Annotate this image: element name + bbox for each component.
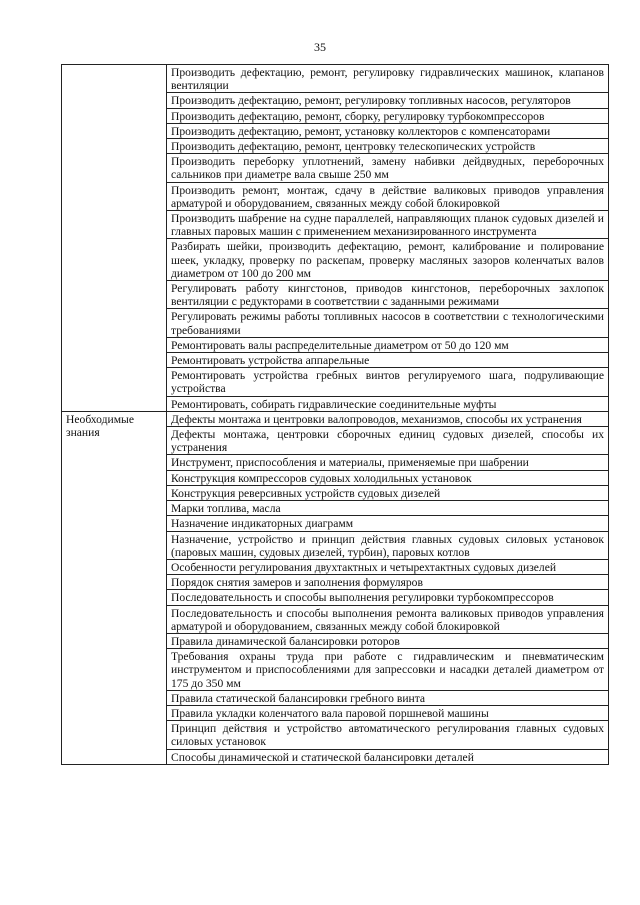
requirement-item: Ремонтировать устройства гребных винтов регулируемого шага, подруливающие устройства — [167, 368, 609, 396]
requirement-item: Ремонтировать, собирать гидравлические соединительные муфты — [167, 396, 609, 411]
requirement-item: Производить дефектацию, ремонт, регулировку гидравлических машинок, клапанов вентиляции — [167, 65, 609, 93]
requirement-item: Последовательность и способы выполнения ремонта валиковых приводов управления арматурой и оборудованием, связанных между собой блокировкой — [167, 605, 609, 633]
requirement-item: Производить шабрение на судне параллелей, направляющих планок судовых дизелей и главных паровых машин с применением механизированного инструмента — [167, 211, 609, 239]
table-row — [62, 65, 609, 93]
requirements-table-body — [62, 65, 609, 765]
requirement-item: Принцип действия и устройство автоматического регулирования главных судовых силовых установок — [167, 721, 609, 749]
page-number: 35 — [314, 40, 326, 54]
requirement-item: Назначение, устройство и принцип действия главных судовых силовых установок (паровых машин, судовых дизелей, турбин), паровых котлов — [167, 531, 609, 559]
requirement-item: Марки топлива, масла — [167, 501, 609, 516]
requirement-item: Дефекты монтажа и центровки валопроводов, механизмов, способы их устранения — [167, 411, 609, 426]
section-label: Необходимые знания — [62, 411, 167, 764]
requirement-item: Порядок снятия замеров и заполнения формуляров — [167, 575, 609, 590]
requirement-item: Регулировать работу кингстонов, приводов кингстонов, переборочных захлопок вентиляции с редукторами в соответствии с заданными режимами — [167, 281, 609, 309]
requirement-item: Производить переборку уплотнений, замену набивки дейдвудных, переборочных сальников при диаметре вала свыше 250 мм — [167, 154, 609, 182]
requirement-item: Производить дефектацию, ремонт, сборку, регулировку турбокомпрессоров — [167, 108, 609, 123]
requirement-item: Разбирать шейки, производить дефектацию, ремонт, калибрование и полирование шеек, укладку, проверку по раскепам, проверку масляных зазоров коленчатых валов диаметром от 100 до 200 мм — [167, 239, 609, 281]
requirement-item: Правила динамической балансировки роторов — [167, 633, 609, 648]
requirement-item: Ремонтировать валы распределительные диаметром от 50 до 120 мм — [167, 337, 609, 352]
section-label — [62, 65, 167, 412]
requirement-item: Инструмент, приспособления и материалы, применяемые при шабрении — [167, 455, 609, 470]
requirement-item: Ремонтировать устройства аппарельные — [167, 353, 609, 368]
requirement-item: Конструкция компрессоров судовых холодильных установок — [167, 470, 609, 485]
requirement-item: Дефекты монтажа, центровки сборочных единиц судовых дизелей, способы их устранения — [167, 427, 609, 455]
requirement-item: Последовательность и способы выполнения регулировки турбокомпрессоров — [167, 590, 609, 605]
table-row — [62, 411, 609, 426]
requirement-item: Правила укладки коленчатого вала паровой поршневой машины — [167, 705, 609, 720]
requirement-item: Регулировать режимы работы топливных насосов в соответствии с технологическими требованиями — [167, 309, 609, 337]
requirement-item: Производить дефектацию, ремонт, регулировку топливных насосов, регуляторов — [167, 93, 609, 108]
requirement-item: Особенности регулирования двухтактных и четырехтактных судовых дизелей — [167, 559, 609, 574]
requirement-item: Правила статической балансировки гребного винта — [167, 690, 609, 705]
requirement-item: Производить дефектацию, ремонт, центровку телескопических устройств — [167, 139, 609, 154]
requirement-item: Требования охраны труда при работе с гидравлическим и пневматическим инструментом и приспособлениями для запрессовки и насадки деталей диаметром от 175 до 350 мм — [167, 649, 609, 691]
requirements-table — [61, 64, 609, 765]
requirement-item: Конструкция реверсивных устройств судовых дизелей — [167, 485, 609, 500]
requirement-item: Назначение индикаторных диаграмм — [167, 516, 609, 531]
requirement-item: Производить ремонт, монтаж, сдачу в действие валиковых приводов управления арматурой и оборудованием, связанных между собой блокировкой — [167, 182, 609, 210]
requirement-item: Производить дефектацию, ремонт, установку коллекторов с компенсаторами — [167, 123, 609, 138]
requirement-item: Способы динамической и статической балансировки деталей — [167, 749, 609, 764]
